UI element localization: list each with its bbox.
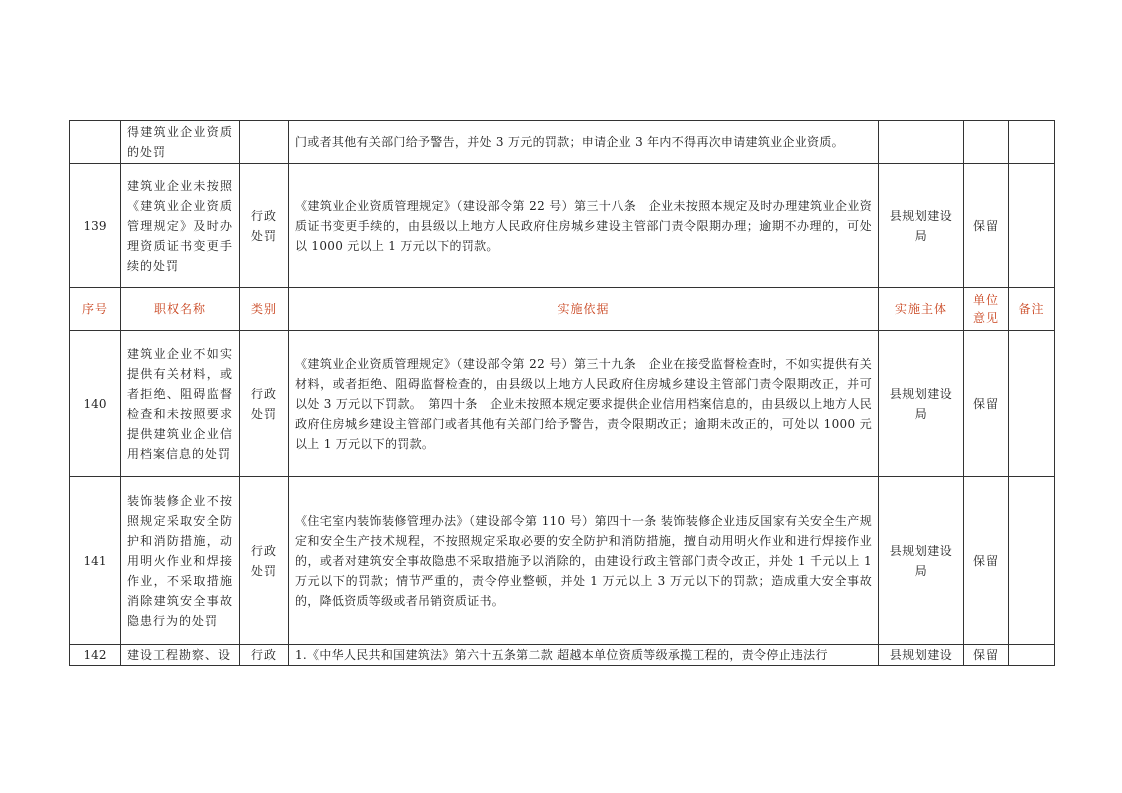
- implementing-body: 县规划建设局: [879, 477, 964, 645]
- category: 行政处罚: [240, 331, 289, 477]
- table-header-row: [70, 288, 1055, 331]
- authority-name: 建设工程勘察、设: [121, 645, 240, 666]
- header-category: 类别: [240, 288, 289, 331]
- unit-opinion: 保留: [964, 477, 1009, 645]
- unit-opinion: 保留: [964, 331, 1009, 477]
- table-row: [70, 164, 1055, 288]
- authority-name: 建筑业企业未按照《建筑业企业资质管理规定》及时办理资质证书变更手续的处罚: [121, 164, 240, 288]
- authority-name: 得建筑业企业资质的处罚: [121, 121, 240, 164]
- remark: [1009, 477, 1055, 645]
- unit-opinion: 保留: [964, 164, 1009, 288]
- row-number: 139: [70, 164, 121, 288]
- category: 行政: [240, 645, 289, 666]
- implementing-body: 县规划建设局: [879, 164, 964, 288]
- row-number: 141: [70, 477, 121, 645]
- row-number: [70, 121, 121, 164]
- implementation-basis: 门或者其他有关部门给予警告，并处 3 万元的罚款；申请企业 3 年内不得再次申请建筑业企业资质。: [289, 121, 879, 164]
- row-number: 140: [70, 331, 121, 477]
- remark: [1009, 645, 1055, 666]
- implementation-basis: 《住宅室内装饰装修管理办法》（建设部令第 110 号）第四十一条 装饰装修企业违反国家有关安全生产规定和安全生产技术规程，不按照规定采取必要的安全防护和消防措施，擅自动用明火作业和进行焊接作业的，或者对建筑安全事故隐患不采取措施予以消除的，由建设行政主管部门责令改正，并处 1 千元以上 1 万元以下的罚款；情节严重的，责令停业整顿，并处 1 万元以上 3 万元以下的罚款；造成重大安全事故的，降低资质等级或者吊销资质证书。: [289, 477, 879, 645]
- implementing-body: [879, 121, 964, 164]
- implementing-body: 县规划建设局: [879, 331, 964, 477]
- header-name: 职权名称: [121, 288, 240, 331]
- implementing-body: 县规划建设: [879, 645, 964, 666]
- table-row: [70, 121, 1055, 164]
- authority-table: [69, 120, 1055, 666]
- authority-name: 建筑业企业不如实提供有关材料，或者拒绝、阻碍监督检查和未按照要求提供建筑业企业信用档案信息的处罚: [121, 331, 240, 477]
- implementation-basis: 《建筑业企业资质管理规定》（建设部令第 22 号）第三十九条 企业在接受监督检查时，不如实提供有关材料，或者拒绝、阻碍监督检查的，由县级以上地方人民政府住房城乡建设主管部门责令限期改正，并可以处 3 万元以下罚款。 第四十条 企业未按照本规定要求提供企业信用档案信息的，由县级以上地方人民政府住房城乡建设主管部门或者其他有关部门给予警告，责令限期改正；逾期未改正的，可处以 1000 元以上 1 万元以下的罚款。: [289, 331, 879, 477]
- category: [240, 121, 289, 164]
- header-subject: 实施主体: [879, 288, 964, 331]
- implementation-basis: 1.《中华人民共和国建筑法》第六十五条第二款 超越本单位资质等级承揽工程的，责令停止违法行: [289, 645, 879, 666]
- unit-opinion: 保留: [964, 645, 1009, 666]
- header-basis: 实施依据: [289, 288, 879, 331]
- category: 行政处罚: [240, 477, 289, 645]
- header-opinion: 单位意见: [964, 288, 1009, 331]
- header-remark: 备注: [1009, 288, 1055, 331]
- remark: [1009, 164, 1055, 288]
- table-row: [70, 477, 1055, 645]
- authority-name: 装饰装修企业不按照规定采取安全防护和消防措施，动用明火作业和焊接作业，不采取措施消除建筑安全事故隐患行为的处罚: [121, 477, 240, 645]
- category: 行政处罚: [240, 164, 289, 288]
- row-number: 142: [70, 645, 121, 666]
- header-seq: 序号: [70, 288, 121, 331]
- remark: [1009, 121, 1055, 164]
- remark: [1009, 331, 1055, 477]
- unit-opinion: [964, 121, 1009, 164]
- table-row: [70, 645, 1055, 666]
- implementation-basis: 《建筑业企业资质管理规定》（建设部令第 22 号）第三十八条 企业未按照本规定及时办理建筑业企业资质证书变更手续的，由县级以上地方人民政府住房城乡建设主管部门责令限期办理；逾期不办理的，可处以 1000 元以上 1 万元以下的罚款。: [289, 164, 879, 288]
- table-row: [70, 331, 1055, 477]
